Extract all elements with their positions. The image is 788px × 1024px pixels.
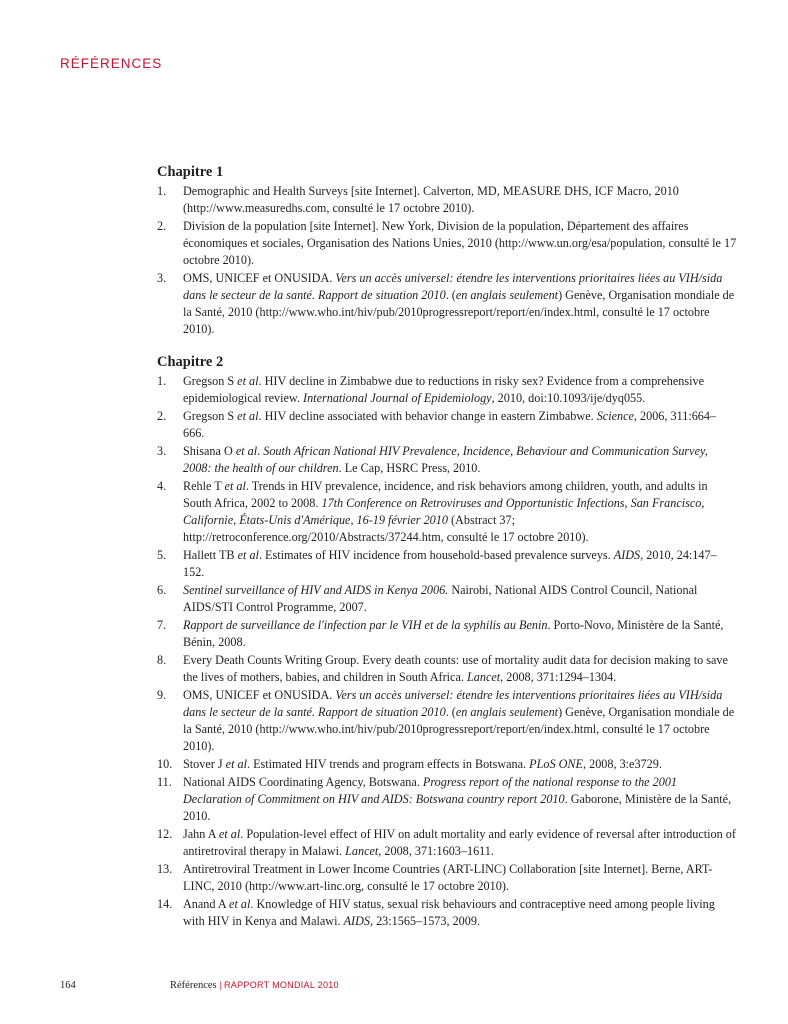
footer-section-label: Références (170, 980, 217, 991)
reference-italic-text: Sentinel surveillance of HIV and AIDS in Kenya 2006. (183, 583, 449, 597)
reference-text: Gregson S (183, 409, 238, 423)
reference-item (157, 774, 737, 825)
reference-number: 4. (157, 479, 167, 493)
reference-text: , 2008, 371:1294–1304. (500, 670, 617, 684)
reference-italic-text: AIDS, (343, 914, 374, 928)
reference-number: 6. (157, 583, 167, 597)
reference-italic-text: et al (237, 409, 259, 423)
reference-number: 2. (157, 219, 167, 233)
reference-text: Hallett TB (183, 548, 238, 562)
reference-text: Shisana O (183, 444, 236, 458)
chapter-title: Chapitre 2 (157, 354, 224, 370)
reference-text: Antiretroviral Treatment in Lower Income Countries (ART-LINC) Collaboration [site Internet]. Berne, ART-LINC, 2010 (http://www.art-linc.org, consulté le 17 octobre 2010). (183, 862, 713, 893)
reference-item (157, 756, 737, 773)
reference-text: ) Genève, Organisation mondiale de la Santé, 2010 (http://www.who.int/hiv/pub/2010progressreport/report/en/index.html, consulté le 17 octobre 2010). (183, 288, 735, 336)
reference-item (157, 826, 737, 860)
reference-text: . Le Cap, HSRC Press, 2010. (338, 461, 481, 475)
reference-italic-text: PLoS ONE (529, 757, 583, 771)
reference-item (157, 218, 737, 269)
reference-italic-text: et al (225, 757, 247, 771)
reference-italic-text: Vers un accès universel: étendre les interventions prioritaires liées au VIH/sida dans le secteur de la santé. Rapport de situation 2010 (183, 688, 723, 719)
reference-text: Stover J (183, 757, 226, 771)
reference-list (157, 183, 737, 338)
reference-item (157, 478, 737, 546)
reference-number: 2. (157, 409, 167, 423)
reference-text: Demographic and Health Surveys [site Internet]. Calverton, MD, MEASURE DHS, ICF Macro, 2010 (http://www.measuredhs.com, consulté le 17 octobre 2010). (183, 184, 679, 215)
reference-text: OMS, UNICEF et ONUSIDA. (183, 688, 336, 702)
reference-text: National AIDS Coordinating Agency, Botswana. (183, 775, 423, 789)
reference-italic-text: et al (235, 444, 258, 458)
reference-item (157, 443, 737, 477)
reference-italic-text: AIDS (613, 548, 641, 562)
footer-report-title: RAPPORT MONDIAL 2010 (223, 980, 339, 990)
reference-text: . Porto-Novo, Ministère de la Santé, Bénin, 2008. (183, 618, 724, 649)
reference-italic-text: et al (218, 827, 241, 841)
reference-text: . HIV decline in Zimbabwe due to reductions in risky sex? Evidence from a comprehensive epidemiological review. (183, 374, 704, 405)
reference-item (157, 687, 737, 755)
reference-text: Anand A (183, 897, 230, 911)
reference-number: 12. (157, 827, 173, 841)
reference-text: ) Genève, Organisation mondiale de la Santé, 2010 (http://www.who.int/hiv/pub/2010progressreport/report/en/index.html, consulté le 17 octobre 2010). (183, 705, 735, 753)
reference-text: Nairobi, National AIDS Control Council, National AIDS/STI Control Programme, 2007. (183, 583, 698, 614)
reference-number: 7. (157, 618, 167, 632)
reference-text: 23:1565–1573, 2009. (373, 914, 480, 928)
reference-text: . Estimated HIV trends and program effects in Botswana. (246, 757, 530, 771)
reference-number: 5. (157, 548, 167, 562)
references-content (157, 162, 737, 944)
reference-text: OMS, UNICEF et ONUSIDA. (183, 271, 336, 285)
reference-italic-text: Lancet (466, 670, 501, 684)
footer-separator: | (219, 980, 222, 990)
reference-text: , 2006, 311:664–666. (183, 409, 717, 440)
reference-text: Every Death Counts Writing Group. Every death counts: use of mortality audit data for decision making to save the lives of mothers, babies, and children in South Africa. (183, 653, 728, 684)
reference-italic-text: Science (596, 409, 634, 423)
reference-italic-text: et al (229, 897, 251, 911)
reference-italic-text: et al (237, 548, 259, 562)
reference-text: . Estimates of HIV incidence from household-based prevalence surveys. (258, 548, 614, 562)
reference-item (157, 861, 737, 895)
reference-text: (Abstract 37; http://retroconference.org/2010/Abstracts/37244.htm, consulté le 17 octobre 2010). (183, 513, 589, 544)
reference-text: Gregson S (183, 374, 238, 388)
reference-number: 11. (157, 775, 172, 789)
reference-number: 3. (157, 444, 167, 458)
reference-number: 1. (157, 184, 167, 198)
reference-text: Jahn A (183, 827, 219, 841)
reference-number: 13. (157, 862, 173, 876)
reference-text: Division de la population [site Internet]. New York, Division de la population, Département des affaires économiques et sociales, Organisation des Nations Unies, 2010 (http://www.un.org/esa/population, consulté le 17 octobre 2010). (183, 219, 737, 267)
reference-text: . ( (445, 288, 456, 302)
section-title: RÉFÉRENCES (60, 56, 163, 71)
reference-number: 3. (157, 271, 167, 285)
reference-italic-text: Rapport de surveillance de l'infection par le VIH et de la syphilis au Benin (183, 618, 548, 632)
reference-text: . HIV decline associated with behavior change in eastern Zimbabwe. (258, 409, 597, 423)
reference-text: , 2010, 24:147–152. (183, 548, 717, 579)
reference-number: 9. (157, 688, 167, 702)
reference-text: , 2010, doi:10.1093/ije/dyq055. (491, 391, 646, 405)
reference-item (157, 373, 737, 407)
reference-item (157, 652, 737, 686)
reference-text: . Population-level effect of HIV on adult mortality and early evidence of reversal after introduction of antiretroviral therapy in Malawi. (183, 827, 736, 858)
chapter-section (157, 162, 737, 338)
reference-item (157, 183, 737, 217)
reference-number: 14. (157, 897, 173, 911)
reference-italic-text: Lancet (345, 844, 379, 858)
chapter-section (157, 352, 737, 930)
reference-item (157, 547, 737, 581)
reference-list (157, 373, 737, 930)
reference-item (157, 617, 737, 651)
reference-text: . Knowledge of HIV status, sexual risk behaviours and contraceptive need among people living with HIV in Kenya and Malawi. (183, 897, 715, 928)
chapter-title: Chapitre 1 (157, 164, 224, 180)
reference-item (157, 270, 737, 338)
reference-number: 1. (157, 374, 167, 388)
reference-italic-text: Progress report of the national response to the 2001 Declaration of Commitment on HIV and AIDS: Botswana country report 2010 (183, 775, 678, 806)
reference-number: 8. (157, 653, 167, 667)
reference-italic-text: en anglais seulement (455, 705, 559, 719)
reference-italic-text: South African National HIV Prevalence, Incidence, Behaviour and Communication Survey, 2008: the health of our children (183, 444, 708, 475)
footer-running-title (170, 980, 339, 991)
reference-text: Rehle T (183, 479, 225, 493)
reference-text: . ( (445, 705, 456, 719)
page-number: 164 (60, 980, 76, 991)
reference-item (157, 896, 737, 930)
reference-number: 10. (157, 757, 173, 771)
reference-italic-text: en anglais seulement (455, 288, 559, 302)
reference-item (157, 582, 737, 616)
reference-italic-text: 17th Conference on Retroviruses and Opportunistic Infections, San Francisco, Californie, États-Unis d'Amérique, 16-19 février 2010 (183, 496, 705, 527)
reference-item (157, 408, 737, 442)
reference-italic-text: et al (224, 479, 246, 493)
reference-italic-text: International Journal of Epidemiology (303, 391, 492, 405)
reference-text: . Gaborone, Ministère de la Santé, 2010. (183, 792, 732, 823)
reference-text: , 2008, 3:e3729. (583, 757, 662, 771)
reference-text: . (257, 444, 264, 458)
reference-italic-text: et al (237, 374, 259, 388)
reference-italic-text: Vers un accès universel: étendre les interventions prioritaires liées au VIH/sida dans le secteur de la santé. Rapport de situation 2010 (183, 271, 723, 302)
reference-text: , 2008, 371:1603–1611. (378, 844, 494, 858)
reference-text: . Trends in HIV prevalence, incidence, and risk behaviors among children, youth, and adults in South Africa, 2002 to 2008. (183, 479, 708, 510)
